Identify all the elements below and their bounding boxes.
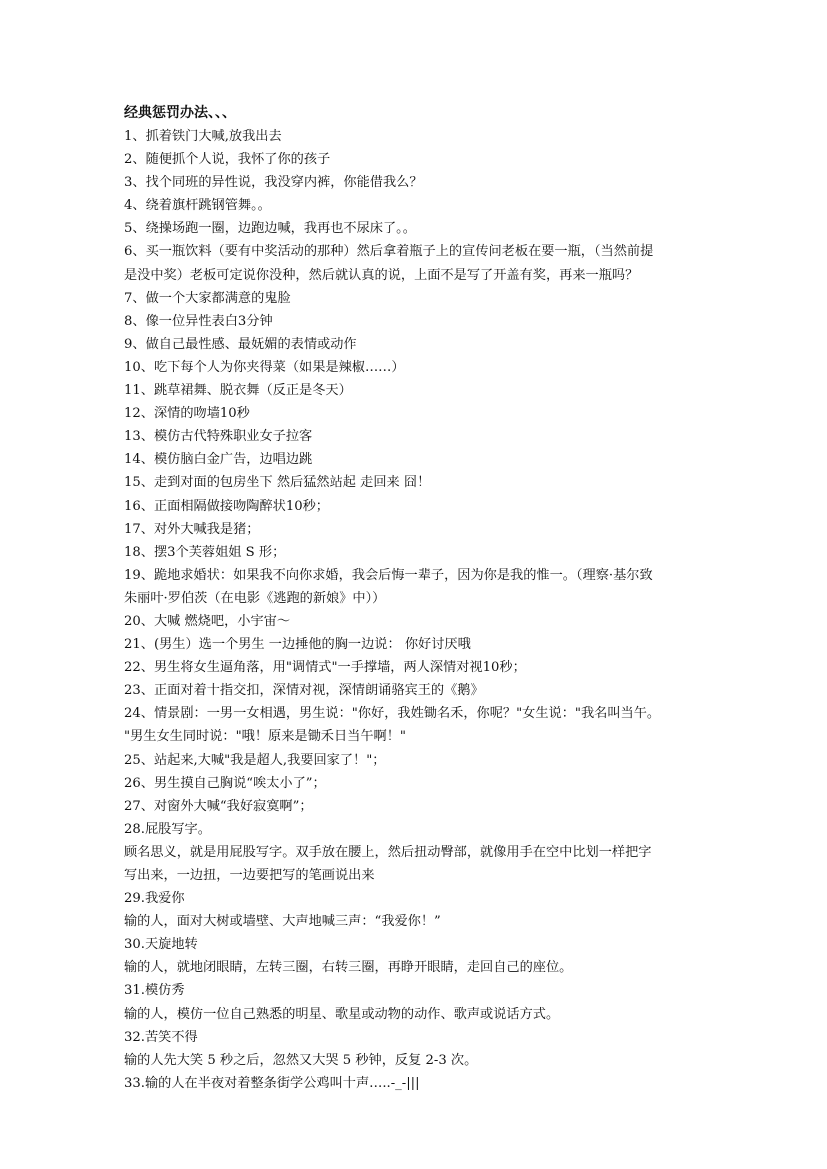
text-line: 2、随便抓个人说，我怀了你的孩子 xyxy=(124,152,331,168)
document-title: 经典惩罚办法、、、 xyxy=(124,105,236,121)
text-line: 24、情景剧：一男一女相遇，男生说："你好，我姓锄名禾，你呢？"女生说："我名叫当午。 xyxy=(124,706,661,722)
text-line: 是没中奖）老板可定说你没种，然后就认真的说，上面不是写了开盖有奖，再来一瓶吗？ xyxy=(124,267,639,283)
text-line: 27、对窗外大喊“我好寂寞啊”； xyxy=(124,798,313,814)
text-line: 1、抓着铁门大喊,放我出去 xyxy=(124,129,282,144)
text-line: 22、男生将女生逼角落，用"调情式"一手撑墙，两人深情对视10秒； xyxy=(124,660,526,676)
text-line: 17、对外大喊我是猪； xyxy=(124,521,260,537)
text-line: 4、绕着旗杆跳钢管舞。。 xyxy=(124,198,271,214)
text-line: 33.输的人在半夜对着整条街学公鸡叫十声…..-_-||| xyxy=(124,1075,420,1091)
text-line: 26、男生摸自己胸说“唉太小了”； xyxy=(124,775,326,791)
text-line: 19、跪地求婚状：如果我不向你求婚，我会后悔一辈子，因为你是我的惟一。（理察·基尔致 xyxy=(124,567,653,583)
punishment-list xyxy=(124,125,714,1095)
text-line: 21、(男生）选一个男生 一边捶他的胸一边说： 你好讨厌哦 xyxy=(124,637,471,653)
text-line: 朱丽叶·罗伯茨（在电影《逃跑的新娘》中）） xyxy=(124,590,386,606)
text-line: 3、找个同班的异性说，我没穿内裤，你能借我么？ xyxy=(124,175,423,191)
text-line: 12、深情的吻墙10秒 xyxy=(124,406,250,422)
text-line: 28.屁股写字。 xyxy=(124,821,211,837)
text-line: 7、做一个大家都满意的鬼脸 xyxy=(124,290,291,306)
text-line: 5、绕操场跑一圈，边跑边喊，我再也不尿床了。。 xyxy=(124,221,416,237)
text-line: 32.苦笑不得 xyxy=(124,1029,198,1045)
text-line: 输的人，模仿一位自己熟悉的明星、歌星或动物的动作、歌声或说话方式。 xyxy=(124,1006,560,1022)
text-line: 11、跳草裙舞、脱衣舞（反正是冬天） xyxy=(124,383,352,399)
text-line: 顾名思义，就是用屁股写字。双手放在腰上，然后扭动臀部，就像用手在空中比划一样把字 xyxy=(124,844,652,860)
text-line: 输的人，就地闭眼睛，左转三圈，右转三圈，再睁开眼睛，走回自己的座位。 xyxy=(124,960,573,976)
text-line: 9、做自己最性感、最妩媚的表情或动作 xyxy=(124,336,357,352)
text-line: 20、大喊 燃烧吧，小宇宙～ xyxy=(124,613,291,629)
text-line: 输的人先大笑 5 秒之后，忽然又大哭 5 秒钟，反复 2-3 次。 xyxy=(124,1052,478,1068)
text-line: 16、正面相隔做接吻陶醉状10秒； xyxy=(124,498,329,514)
text-line: 输的人，面对大树或墙壁、大声地喊三声：“我爱你！” xyxy=(124,914,441,930)
text-line: 15、走到对面的包房坐下 然后猛然站起 走回来 囧！ xyxy=(124,475,431,491)
text-line: 13、模仿古代特殊职业女子拉客 xyxy=(124,429,313,445)
text-line: 25、站起来,大喊"我是超人,我要回家了！"； xyxy=(124,752,386,768)
text-line: 18、摆3个芙蓉姐姐 S 形； xyxy=(124,544,286,560)
text-line: 10、吃下每个人为你夹得菜（如果是辣椒……） xyxy=(124,359,405,375)
text-line: 8、像一位异性表白3分钟 xyxy=(124,313,273,329)
text-line: 30.天旋地转 xyxy=(124,937,198,953)
text-line: 23、正面对着十指交扣，深情对视，深情朗诵骆宾王的《鹅》 xyxy=(124,683,484,699)
text-line: 写出来，一边扭，一边要把写的笔画说出来 xyxy=(124,868,375,883)
text-line: 6、买一瓶饮料（要有中奖活动的那种）然后拿着瓶子上的宣传问老板在要一瓶，（当然前提 xyxy=(124,244,654,260)
document-body xyxy=(124,102,714,1095)
text-line: 29.我爱你 xyxy=(124,891,185,907)
text-line: "男生女生同时说："哦！原来是锄禾日当午啊！" xyxy=(124,729,406,745)
text-line: 31.模仿秀 xyxy=(124,983,185,999)
text-line: 14、模仿脑白金广告，边唱边跳 xyxy=(124,452,313,468)
